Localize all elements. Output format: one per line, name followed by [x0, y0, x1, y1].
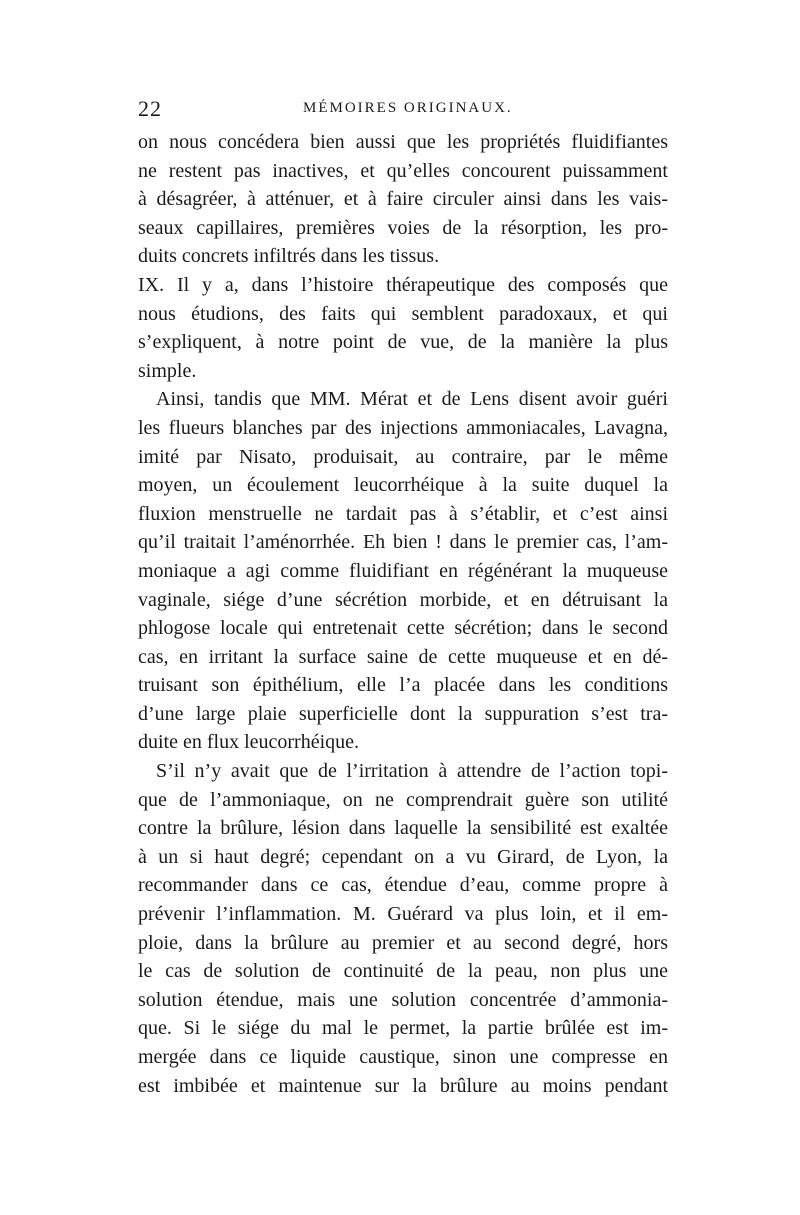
- text-line: seaux capillaires, premières voies de la résorption, les pro-: [138, 216, 668, 239]
- text-line: IX. Il y a, dans l’histoire thérapeutique des composés que: [138, 273, 668, 296]
- text-line: vaginale, siége d’une sécrétion morbide, et en détruisant la: [138, 588, 668, 611]
- text-line: on nous concédera bien aussi que les propriétés fluidifiantes: [138, 131, 668, 153]
- text-line: truisant son épithélium, elle l’a placée dans les conditions: [138, 674, 668, 697]
- text-line: phlogose locale qui entretenait cette sécrétion; dans le second: [138, 617, 668, 640]
- text-line: est imbibée et maintenue sur la brûlure au moins pendant: [138, 1074, 668, 1097]
- text-line: d’une large plaie superficielle dont la suppuration s’est tra-: [138, 702, 668, 725]
- running-title: MÉMOIRES ORIGINAUX.: [303, 100, 513, 116]
- text-line: à un si haut degré; cependant on a vu Girard, de Lyon, la: [138, 845, 668, 868]
- text-line: Ainsi, tandis que MM. Mérat et de Lens disent avoir guéri: [156, 388, 668, 411]
- text-line: duite en flux leucorrhéique.: [138, 731, 360, 754]
- text-line: moyen, un écoulement leucorrhéique à la suite duquel la: [138, 474, 668, 497]
- text-line: recommander dans ce cas, étendue d’eau, comme propre à: [138, 874, 668, 897]
- text-line: duits concrets infiltrés dans les tissus.: [138, 245, 440, 268]
- text-line: fluxion menstruelle ne tardait pas à s’établir, et c’est ainsi: [138, 502, 668, 525]
- text-line: s’expliquent, à notre point de vue, de la manière la plus: [138, 331, 668, 354]
- text-line: moniaque a agi comme fluidifiant en régénérant la muqueuse: [138, 559, 668, 582]
- running-head: [138, 92, 668, 126]
- text-line: le cas de solution de continuité de la peau, non plus une: [138, 960, 668, 983]
- page-number: 22: [138, 96, 162, 121]
- text-line: mergée dans ce liquide caustique, sinon une compresse en: [138, 1046, 668, 1068]
- body-text: [138, 128, 668, 1100]
- text-line: simple.: [138, 359, 197, 382]
- text-line: que de l’ammoniaque, on ne comprendrait guère son utilité: [138, 788, 668, 811]
- book-page: [138, 92, 668, 1100]
- text-line: qu’il traitait l’aménorrhée. Eh bien ! dans le premier cas, l’am-: [138, 531, 668, 554]
- text-line: prévenir l’inflammation. M. Guérard va plus loin, et il em-: [138, 903, 668, 926]
- text-line: que. Si le siége du mal le permet, la partie brûlée est im-: [138, 1017, 668, 1040]
- text-line: solution étendue, mais une solution concentrée d’ammonia-: [138, 988, 668, 1011]
- text-line: ploie, dans la brûlure au premier et au second degré, hors: [138, 931, 668, 954]
- text-line: à désagréer, à atténuer, et à faire circuler ainsi dans les vais-: [138, 188, 668, 211]
- text-line: imité par Nisato, produisait, au contraire, par le même: [138, 445, 668, 468]
- text-line: S’il n’y avait que de l’irritation à attendre de l’action topi-: [156, 760, 668, 783]
- text-line: cas, en irritant la surface saine de cette muqueuse et en dé-: [138, 645, 668, 668]
- text-line: nous étudions, des faits qui semblent paradoxaux, et qui: [138, 302, 668, 325]
- text-line: contre la brûlure, lésion dans laquelle la sensibilité est exaltée: [138, 817, 668, 840]
- text-line: ne restent pas inactives, et qu’elles concourent puissamment: [138, 159, 668, 182]
- text-line: les flueurs blanches par des injections ammoniacales, Lavagna,: [138, 416, 668, 439]
